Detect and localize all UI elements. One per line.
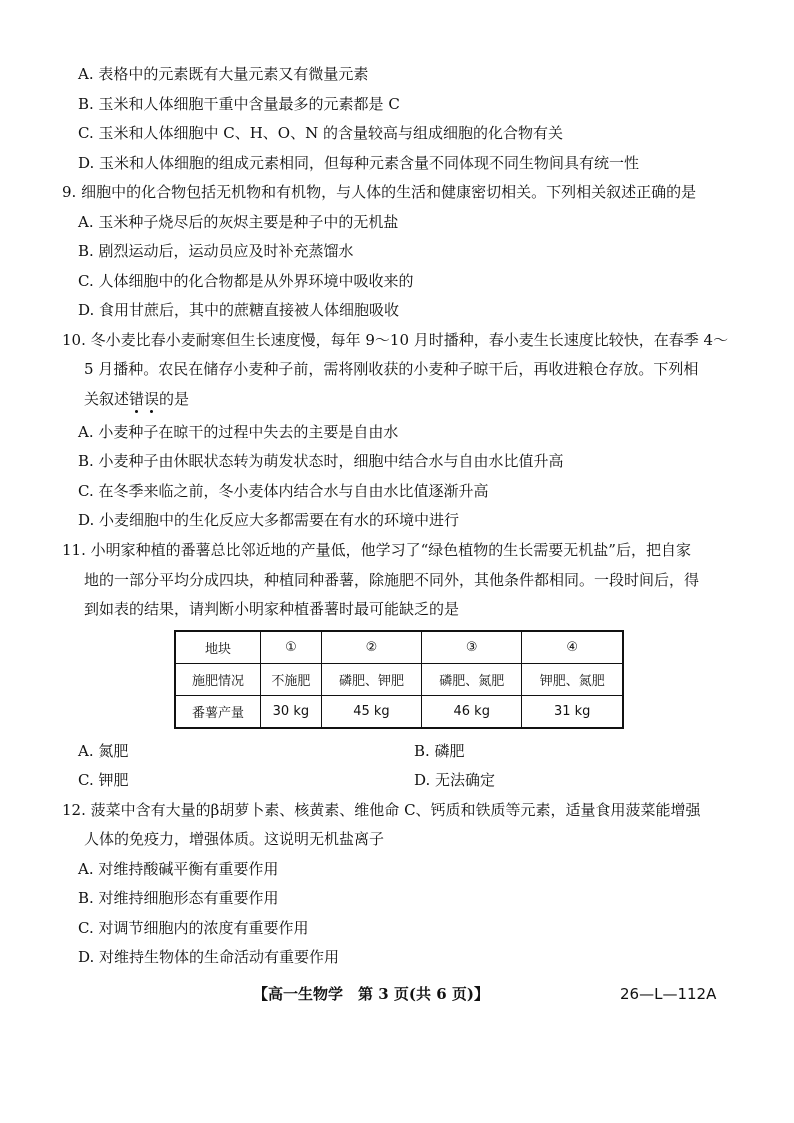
q10-stem-post: 的是	[159, 390, 190, 408]
q9-option-d: D. 食用甘蔗后，其中的蔗糖直接被人体细胞吸收	[78, 301, 400, 319]
table-row	[175, 696, 623, 729]
table-cell: 磷肥、钾肥	[321, 664, 421, 696]
table-header-row	[175, 631, 623, 664]
q11-option-c: C. 钾肥	[78, 771, 129, 789]
table-cell: 施肥情况	[175, 664, 261, 696]
q12-stem-line1: 12. 菠菜中含有大量的β胡萝卜素、核黄素、维他命 C、钙质和铁质等元素，适量食用菠菜能增强	[62, 801, 701, 819]
emphasis-dot	[135, 410, 138, 413]
q10-stem-line3	[84, 389, 189, 409]
table-cell: 磷肥、氮肥	[422, 664, 522, 696]
q12-option-a: A. 对维持酸碱平衡有重要作用	[78, 860, 279, 878]
q12-stem-line2: 人体的免疫力，增强体质。这说明无机盐离子	[84, 830, 385, 848]
q10-option-c: C. 在冬季来临之前，冬小麦体内结合水与自由水比值逐渐升高	[78, 482, 489, 500]
q12-option-b: B. 对维持细胞形态有重要作用	[78, 889, 279, 907]
table-cell: ①	[261, 631, 322, 664]
q10-emphasis-word	[129, 390, 159, 408]
q9-option-c: C. 人体细胞中的化合物都是从外界环境中吸收来的	[78, 272, 414, 290]
q10-option-a: A. 小麦种子在晾干的过程中失去的主要是自由水	[78, 423, 399, 441]
table-cell: 钾肥、氮肥	[522, 664, 623, 696]
q11-option-b: B. 磷肥	[414, 742, 465, 760]
q10-stem-pre: 关叙述	[84, 390, 130, 408]
q11-stem-line1: 11. 小明家种植的番薯总比邻近地的产量低，他学习了“绿色植物的生长需要无机盐”后，把自家	[62, 541, 691, 559]
q10-emphasis-text: 错误	[129, 390, 160, 408]
q8-option-d: D. 玉米和人体细胞的组成元素相同，但每种元素含量不同体现不同生物间具有统一性	[78, 154, 640, 172]
page-footer-title: 【高一生物学 第 3 页(共 6 页)】	[253, 985, 489, 1003]
table-cell: ③	[422, 631, 522, 664]
table-cell: 31 kg	[522, 696, 623, 729]
q9-stem: 9. 细胞中的化合物包括无机物和有机物，与人体的生活和健康密切相关。下列相关叙述正确的是	[62, 183, 697, 201]
page-footer-code: 26—L—112A	[620, 985, 717, 1003]
q8-option-b: B. 玉米和人体细胞干重中含量最多的元素都是 C	[78, 95, 400, 113]
fertilizer-table	[174, 630, 624, 729]
table-cell: ④	[522, 631, 623, 664]
table-cell: ②	[321, 631, 421, 664]
q12-option-d: D. 对维持生物体的生命活动有重要作用	[78, 948, 340, 966]
emphasis-dot	[150, 410, 153, 413]
table-cell: 30 kg	[261, 696, 322, 729]
q9-option-b: B. 剧烈运动后，运动员应及时补充蒸馏水	[78, 242, 354, 260]
table-cell: 地块	[175, 631, 261, 664]
q11-option-d: D. 无法确定	[414, 771, 496, 789]
q8-option-a: A. 表格中的元素既有大量元素又有微量元素	[78, 65, 369, 83]
q10-option-b: B. 小麦种子由休眠状态转为萌发状态时，细胞中结合水与自由水比值升高	[78, 452, 564, 470]
q11-stem-line2: 地的一部分平均分成四块，种植同种番薯，除施肥不同外，其他条件都相同。一段时间后，得	[84, 571, 700, 589]
q12-option-c: C. 对调节细胞内的浓度有重要作用	[78, 919, 309, 937]
q10-stem-line2: 5 月播种。农民在储存小麦种子前，需将刚收获的小麦种子晾干后，再收进粮仓存放。下列相	[84, 360, 699, 378]
table-cell: 不施肥	[261, 664, 322, 696]
q11-option-a: A. 氮肥	[78, 742, 129, 760]
q10-option-d: D. 小麦细胞中的生化反应大多都需要在有水的环境中进行	[78, 511, 460, 529]
q8-option-c: C. 玉米和人体细胞中 C、H、O、N 的含量较高与组成细胞的化合物有关	[78, 124, 563, 142]
table-cell: 45 kg	[321, 696, 421, 729]
q10-stem-line1: 10. 冬小麦比春小麦耐寒但生长速度慢，每年 9～10 月时播种，春小麦生长速度比较快，在春季 4～	[62, 331, 729, 349]
table-row	[175, 664, 623, 696]
table-cell: 番薯产量	[175, 696, 261, 729]
q11-stem-line3: 到如表的结果，请判断小明家种植番薯时最可能缺乏的是	[84, 600, 460, 618]
q9-option-a: A. 玉米种子烧尽后的灰烬主要是种子中的无机盐	[78, 213, 399, 231]
table-cell: 46 kg	[422, 696, 522, 729]
